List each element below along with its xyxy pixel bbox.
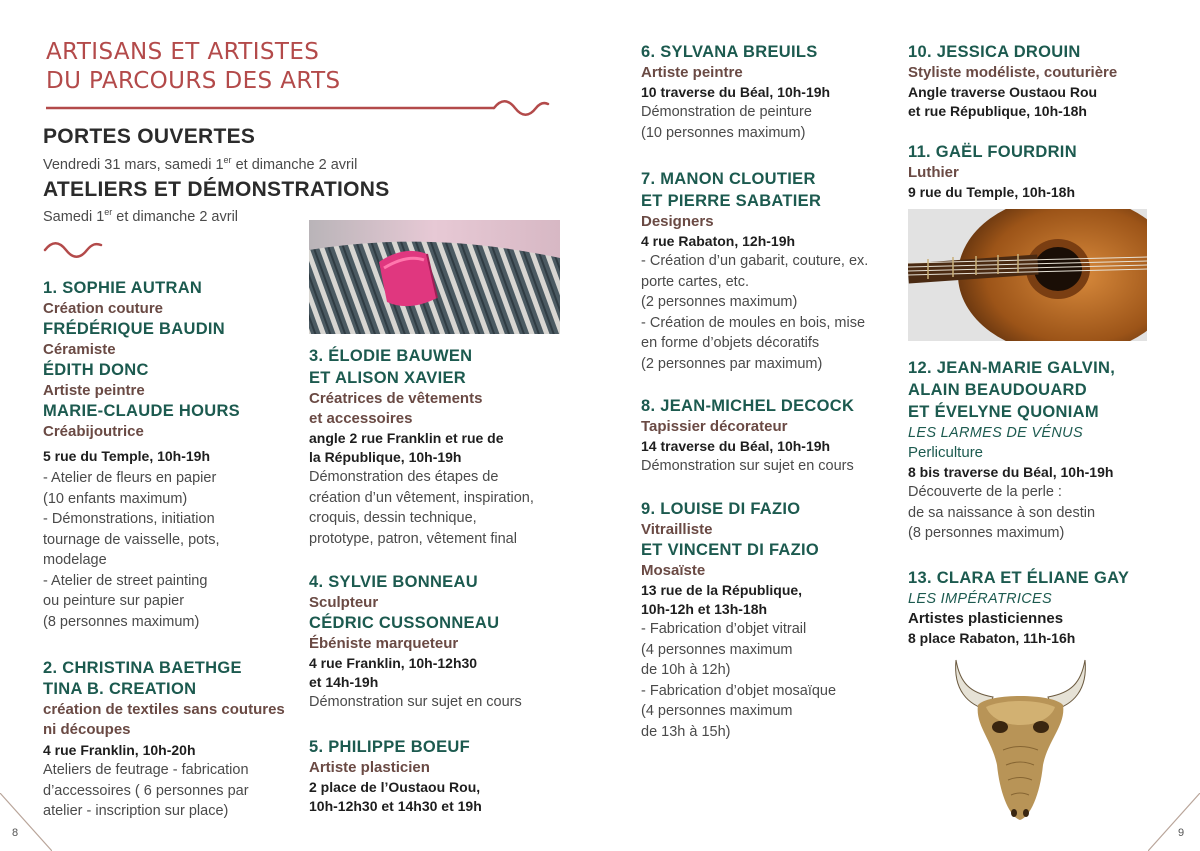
- entry-5: [309, 737, 579, 816]
- entry-address: 13 rue de la République,: [641, 582, 803, 598]
- entry-desc: de sa naissance à son destin: [908, 504, 1096, 521]
- entry-desc: (10 personnes maximum): [641, 124, 806, 141]
- entry-desc: Démonstration des étapes de: [309, 469, 499, 485]
- entry-desc: - Fabrication d’objet mosaïque: [641, 682, 837, 699]
- entry-desc: porte cartes, etc.: [641, 273, 749, 290]
- entry-desc: ou peinture sur papier: [43, 593, 185, 609]
- entry-desc: - Atelier de fleurs en papier: [43, 470, 217, 486]
- entry-desc: création d’un vêtement, inspiration,: [309, 489, 534, 506]
- page-corner-left: [0, 793, 52, 851]
- entry-address: 5 rue du Temple, 10h-19h: [43, 448, 211, 464]
- entry-name: ALAIN BEAUDOUARD: [908, 381, 1087, 399]
- entry-name: TINA B. CREATION: [43, 680, 197, 698]
- portes-ouvertes-heading: PORTES OUVERTES: [43, 125, 256, 148]
- entry-brand: LES IMPÉRATRICES: [908, 591, 1052, 607]
- entry-name: CÉDRIC CUSSONNEAU: [309, 614, 500, 632]
- entry-desc: (8 personnes maximum): [908, 525, 1065, 541]
- entry-desc: Démonstration sur sujet en cours: [641, 458, 854, 474]
- pink-fabric-photo: [309, 220, 560, 334]
- entry-desc: (4 personnes maximum: [641, 703, 793, 719]
- entry-role: Artistes plasticiennes: [908, 610, 1064, 627]
- entry-address: et 14h-19h: [309, 674, 379, 690]
- entry-address: angle 2 rue Franklin et rue de: [309, 430, 504, 446]
- entry-desc: croquis, dessin technique,: [309, 510, 477, 526]
- entry-address: 8 bis traverse du Béal, 10h-19h: [908, 464, 1114, 480]
- entry-2: [43, 658, 305, 822]
- entry-desc: (2 personnes par maximum): [641, 355, 823, 372]
- entry-desc: (2 personnes maximum): [641, 294, 798, 310]
- entry-name: 9. LOUISE DI FAZIO: [641, 500, 801, 518]
- entry-role: Perliculture: [908, 444, 984, 461]
- entry-address: 10 traverse du Béal, 10h-19h: [641, 84, 831, 100]
- page-number-left: 8: [12, 827, 19, 839]
- entry-1: [43, 278, 305, 632]
- entry-name: 3. ÉLODIE BAUWEN: [309, 347, 473, 365]
- mandolin-photo: [908, 209, 1147, 341]
- brand-title-line2: DU PARCOURS DES ARTS: [46, 68, 341, 94]
- entry-address: et rue République, 10h-18h: [908, 103, 1087, 119]
- entry-name: 11. GAËL FOURDRIN: [908, 143, 1077, 161]
- entry-role: création de textiles sans coutures: [43, 701, 285, 718]
- entry-13: [908, 568, 1168, 648]
- entry-name: 13. CLARA ET ÉLIANE GAY: [908, 569, 1130, 587]
- entry-address: 2 place de l’Oustaou Rou,: [309, 779, 481, 795]
- entry-role: Créatrices de vêtements: [309, 390, 483, 407]
- entry-11: [908, 142, 1168, 202]
- entry-address: 10h-12h et 13h-18h: [641, 601, 768, 617]
- entry-desc: Démonstration sur sujet en cours: [309, 694, 522, 710]
- ateliers-heading: ATELIERS ET DÉMONSTRATIONS: [43, 178, 390, 201]
- entry-address: 4 rue Franklin, 10h-20h: [43, 742, 196, 758]
- entry-role: Création couture: [43, 300, 164, 317]
- entry-desc: Découverte de la perle :: [908, 484, 1062, 500]
- entry-desc: de 13h à 15h): [641, 723, 731, 740]
- entry-desc: prototype, patron, vêtement final: [309, 530, 517, 547]
- entry-address: 14 traverse du Béal, 10h-19h: [641, 438, 831, 454]
- entry-role: Artiste peintre: [43, 382, 145, 399]
- entry-12: [908, 357, 1168, 544]
- entry-name: 5. PHILIPPE BOEUF: [309, 738, 470, 756]
- entry-desc: - Atelier de street painting: [43, 572, 208, 589]
- entry-desc: modelage: [43, 552, 107, 568]
- entry-name: ET ÉVELYNE QUONIAM: [908, 403, 1099, 421]
- entry-role: Designers: [641, 213, 714, 230]
- entry-role: et accessoires: [309, 410, 413, 427]
- entry-desc: Démonstration de peinture: [641, 104, 812, 120]
- entry-address: 10h-12h30 et 14h30 et 19h: [309, 798, 482, 814]
- decorative-wave-rule: [46, 100, 550, 116]
- entry-3: [309, 345, 579, 549]
- entry-name: ET ALISON XAVIER: [309, 369, 466, 387]
- entry-role: ni découpes: [43, 721, 131, 738]
- entry-6: [641, 42, 903, 143]
- entry-desc: d’accessoires ( 6 personnes par: [43, 782, 249, 799]
- entry-name: 2. CHRISTINA BAETHGE: [43, 659, 242, 677]
- entry-name: 1. SOPHIE AUTRAN: [43, 279, 203, 297]
- entry-7: [641, 168, 903, 374]
- entry-4: [309, 572, 579, 713]
- entry-desc: tournage de vaisselle, pots,: [43, 531, 220, 548]
- entry-desc: (8 personnes maximum): [43, 613, 200, 630]
- entry-desc: atelier - inscription sur place): [43, 803, 229, 819]
- entry-name: FRÉDÉRIQUE BAUDIN: [43, 320, 226, 338]
- entry-role: Céramiste: [43, 341, 116, 358]
- entry-role: Artiste peintre: [641, 64, 743, 81]
- entry-desc: - Création d’un gabarit, couture, ex.: [641, 253, 869, 269]
- entry-10: [908, 42, 1168, 121]
- brand-title-line1: ARTISANS ET ARTISTES: [46, 39, 320, 65]
- entry-name: MARIE-CLAUDE HOURS: [43, 402, 240, 420]
- entry-address: Angle traverse Oustaou Rou: [908, 84, 1098, 100]
- entry-name: ÉDITH DONC: [43, 361, 149, 379]
- entry-name: 8. JEAN-MICHEL DECOCK: [641, 397, 855, 415]
- page-corner-right: [1148, 793, 1200, 851]
- entry-desc: (10 enfants maximum): [43, 490, 188, 507]
- entry-role: Luthier: [908, 164, 959, 181]
- entry-role: Artiste plasticien: [309, 759, 430, 776]
- entry-desc: Ateliers de feutrage - fabrication: [43, 762, 249, 778]
- entry-brand: LES LARMES DE VÉNUS: [908, 425, 1083, 441]
- entry-name: ET VINCENT DI FAZIO: [641, 541, 820, 559]
- entry-role: Tapissier décorateur: [641, 418, 788, 435]
- entry-name: 6. SYLVANA BREUILS: [641, 43, 818, 61]
- entry-8: [641, 396, 903, 477]
- entry-role: Vitrailliste: [641, 521, 713, 538]
- entry-address: 4 rue Franklin, 10h-12h30: [309, 655, 478, 671]
- page-number-right: 9: [1178, 827, 1185, 839]
- entry-desc: en forme d’objets décoratifs: [641, 335, 820, 351]
- entry-role: Sculpteur: [309, 594, 379, 611]
- decorative-wave-icon: [43, 241, 103, 259]
- portes-ouvertes-dates: Vendredi 31 mars, samedi 1er et dimanche 2 avril: [43, 155, 358, 173]
- brand-title: [46, 38, 526, 96]
- entry-desc: de 10h à 12h): [641, 662, 731, 678]
- entry-role: Styliste modéliste, couturière: [908, 64, 1118, 81]
- entry-address: 8 place Rabaton, 11h-16h: [908, 630, 1076, 646]
- entry-name: 12. JEAN-MARIE GALVIN,: [908, 359, 1116, 377]
- entry-address: la République, 10h-19h: [309, 449, 462, 465]
- entry-name: ET PIERRE SABATIER: [641, 192, 822, 210]
- entry-role: Mosaïste: [641, 562, 706, 579]
- entry-address: 4 rue Rabaton, 12h-19h: [641, 233, 796, 249]
- entry-name: 4. SYLVIE BONNEAU: [309, 573, 478, 591]
- bull-skull-sculpture: [948, 655, 1093, 825]
- entry-name: 7. MANON CLOUTIER: [641, 170, 816, 188]
- entry-role: Créabijoutrice: [43, 423, 144, 440]
- entry-name: 10. JESSICA DROUIN: [908, 43, 1081, 61]
- entry-desc: (4 personnes maximum: [641, 641, 793, 658]
- entry-desc: - Fabrication d’objet vitrail: [641, 621, 807, 637]
- entry-9: [641, 499, 903, 742]
- entry-desc: - Création de moules en bois, mise: [641, 314, 866, 331]
- entry-address: 9 rue du Temple, 10h-18h: [908, 184, 1076, 200]
- ateliers-dates: Samedi 1er et dimanche 2 avril: [43, 207, 239, 225]
- entry-desc: - Démonstrations, initiation: [43, 511, 215, 527]
- entry-role: Ébéniste marqueteur: [309, 635, 459, 652]
